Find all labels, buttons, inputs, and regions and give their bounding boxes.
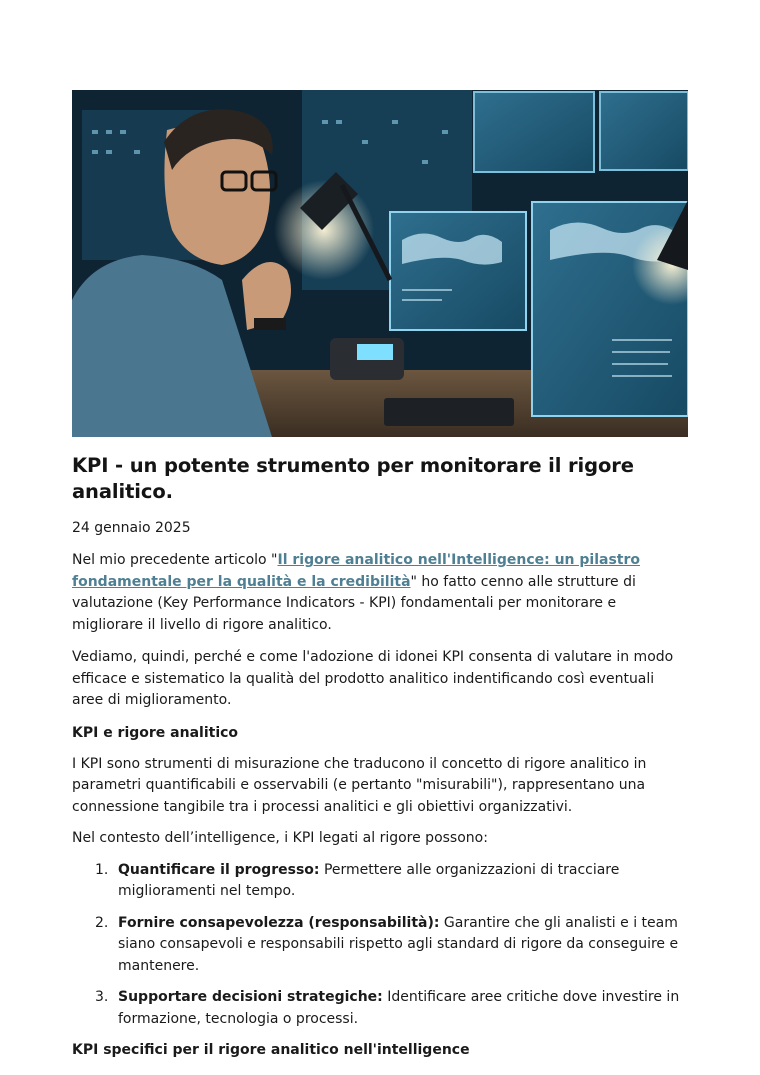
list-item-text: Garantire che gli analisti e i team siano consapevoli e responsabili rispetto agli standard di rigore da conseguire e mantenere. bbox=[118, 914, 679, 974]
list-number: 2. bbox=[95, 914, 109, 931]
hero-illustration bbox=[72, 90, 688, 437]
paragraph-2: Vediamo, quindi, perché e come l'adozione di idonei KPI consenta di valutare in modo efficace e sistematico la qualità del prodotto analitico indentificando così eventuali aree di miglioramento. bbox=[72, 649, 674, 708]
section-heading-kpi: KPI e rigore analitico bbox=[72, 724, 239, 741]
list-item-title: Fornire consapevolezza (responsabilità): bbox=[118, 914, 440, 931]
list-number: 3. bbox=[95, 989, 109, 1005]
list-item bbox=[72, 987, 688, 1030]
intro-paragraph bbox=[72, 550, 688, 636]
section-heading-specific-kpi: KPI specifici per il rigore analitico nell'intelligence bbox=[72, 1042, 470, 1058]
list-item bbox=[72, 860, 688, 903]
list-item-title: Quantificare il progresso: bbox=[118, 861, 320, 878]
list-item-title: Supportare decisioni strategiche: bbox=[118, 989, 383, 1005]
list-number: 1. bbox=[95, 861, 109, 878]
intro-text-after: " ho fatto cenno alle strutture di valutazione (Key Performance Indicators - KPI) fondamentali per monitorare e migliorare il livello di rigore analitico. bbox=[72, 573, 636, 633]
article-title: KPI - un potente strumento per monitorare il rigore analitico. bbox=[72, 454, 634, 503]
publication-date: 24 gennaio 2025 bbox=[72, 520, 191, 536]
paragraph-4: Nel contesto dell’intelligence, i KPI legati al rigore possono: bbox=[72, 830, 488, 846]
hero-image bbox=[72, 90, 688, 437]
article bbox=[72, 90, 688, 1061]
kpi-benefits-list bbox=[72, 860, 688, 1031]
previous-article-link[interactable]: Il rigore analitico nell'Intelligence: un pilastro fondamentale per la qualità e la credibilità bbox=[72, 552, 641, 590]
list-item-text: Identificare aree critiche dove investire in formazione, tecnologia o processi. bbox=[118, 989, 680, 1027]
list-item-text: Permettere alle organizzazioni di tracciare miglioramenti nel tempo. bbox=[118, 861, 620, 899]
list-item bbox=[72, 913, 688, 978]
intro-text-before: Nel mio precedente articolo " bbox=[72, 552, 278, 568]
paragraph-3: I KPI sono strumenti di misurazione che traducono il concetto di rigore analitico in parametri quantificabili e osservabili (e pertanto "misurabili"), rappresentano una connessione tangibile tra i processi analitici e gli obiettivi organizzativi. bbox=[72, 755, 647, 815]
